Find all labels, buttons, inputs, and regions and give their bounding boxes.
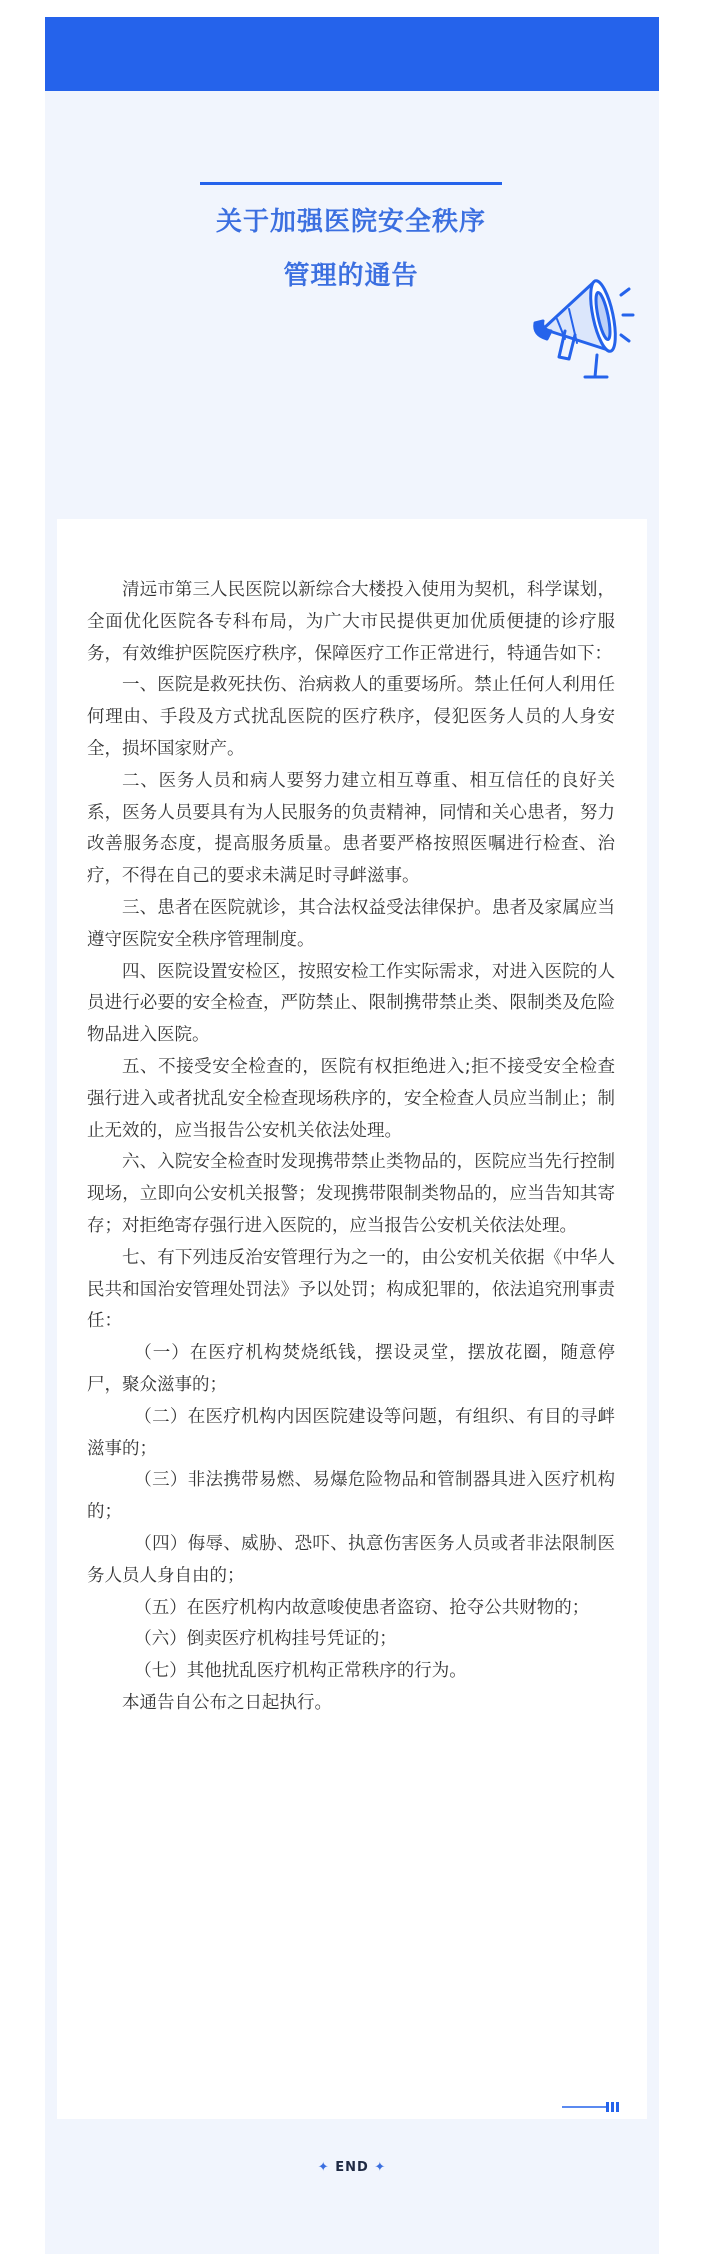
title-line-1: 关于加强医院安全秩序 [215,207,486,237]
end-decoration-icon [562,2099,622,2113]
header-banner [45,17,659,91]
paragraph-4: 四、医院设置安检区，按照安检工作实际需求，对进入医院的人员进行必要的安全检查，严防禁止、限制携带禁止类、限制类及危险物品进入医院。 [87,961,615,1046]
paragraph-3: 三、患者在医院就诊，其合法权益受法律保护。患者及家属应当遵守医院安全秩序管理制度。 [87,897,615,950]
sub-item-7: （七）其他扰乱医疗机构正常秩序的行为。 [134,1661,467,1682]
notice-page [45,17,659,2254]
sparkle-left-icon: ✦ [317,2160,330,2175]
paragraph-6: 六、入院安全检查时发现携带禁止类物品的，医院应当先行控制现场，立即向公安机关报警；发现携带限制类物品的，应当告知其寄存；对拒绝寄存强行进入医院的，应当报告公安机关依法处理。 [87,1152,615,1236]
title-divider [200,182,502,185]
paragraph-7: 七、有下列违反治安管理行为之一的，由公安机关依据《中华人民共和国治安管理处罚法》予以处罚；构成犯罪的，依法追究刑事责任： [87,1247,615,1332]
end-label: END [335,2160,369,2175]
notice-body [87,575,615,1720]
paragraph-1: 一、医院是救死扶伤、治病救人的重要场所。禁止任何人利用任何理由、手段及方式扰乱医院的医疗秩序，侵犯医务人员的人身安全，损坏国家财产。 [87,675,615,759]
sub-item-4: （四）侮辱、威胁、恐吓、执意伤害医务人员或者非法限制医务人员人身自由的； [87,1533,615,1586]
sub-item-1: （一）在医疗机构焚烧纸钱，摆设灵堂，摆放花圈，随意停尸，聚众滋事的； [87,1343,615,1395]
megaphone-icon [525,259,635,389]
sub-item-3: （三）非法携带易燃、易爆危险物品和管制器具进入医疗机构的； [87,1470,615,1523]
paragraph-2: 二、医务人员和病人要努力建立相互尊重、相互信任的良好关系，医务人员要具有为人民服务的负责精神，同情和关心患者，努力改善服务态度，提高服务质量。患者要严格按照医嘱进行检查、治疗，不得在自己的要求未满足时寻衅滋事。 [87,770,615,887]
end-marker [45,2160,659,2175]
sub-item-6: （六）倒卖医疗机构挂号凭证的； [134,1629,397,1650]
closing-line: 本通告自公布之日起执行。 [122,1692,332,1713]
sub-item-2: （二）在医疗机构内因医院建设等问题，有组织、有目的寻衅滋事的； [87,1406,615,1459]
paragraph-intro: 清远市第三人民医院以新综合大楼投入使用为契机，科学谋划，全面优化医院各专科布局，为广大市民提供更加优质便捷的诊疗服务，有效维护医院医疗秩序，保障医疗工作正常进行，特通告如下： [87,580,615,664]
notice-title [145,195,557,303]
paragraph-5: 五、不接受安全检查的，医院有权拒绝进入;拒不接受安全检查强行进入或者扰乱安全检查现场秩序的，安全检查人员应当制止；制止无效的，应当报告公安机关依法处理。 [87,1056,615,1141]
title-line-2: 管理的通告 [283,261,419,291]
sub-item-5: （五）在医疗机构内故意唆使患者盗窃、抢夺公共财物的； [134,1597,590,1618]
content-card [57,519,647,2119]
sparkle-right-icon: ✦ [374,2160,387,2175]
